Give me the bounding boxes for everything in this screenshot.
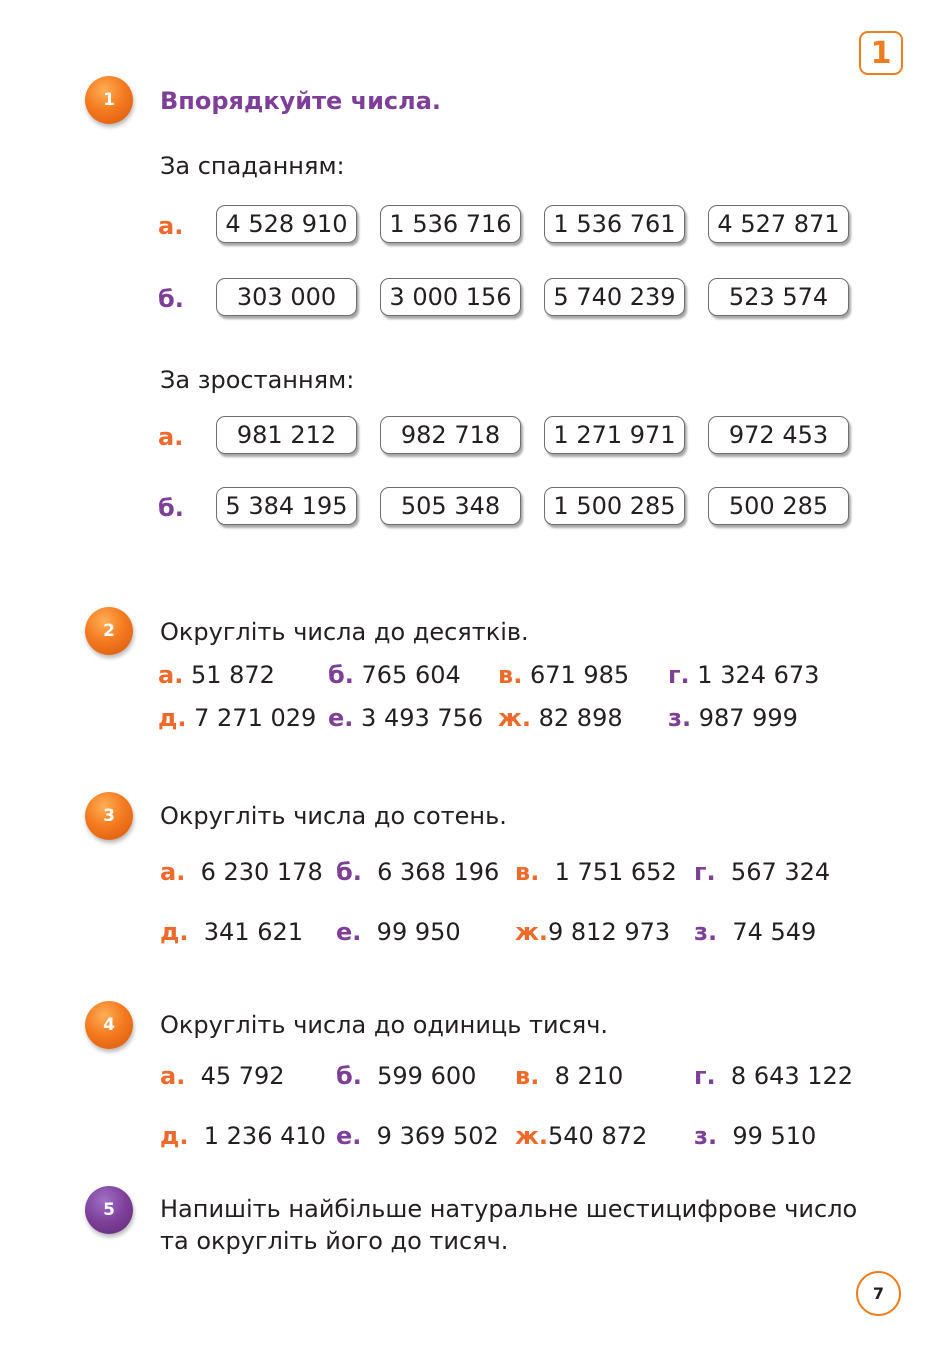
task-title: Впорядкуйте числа. [160, 87, 442, 115]
number-card: 5 384 195 [216, 487, 357, 525]
task-number-badge: 4 [85, 1001, 133, 1049]
row-marker: б. [158, 285, 184, 313]
exercise-item: з. 987 999 [668, 704, 798, 732]
row-marker: а. [158, 423, 184, 451]
exercise-item: д. 1 236 410 [160, 1122, 326, 1150]
exercise-item: а. 45 792 [160, 1062, 285, 1090]
exercise-item: з. 99 510 [694, 1122, 817, 1150]
number-card: 5 740 239 [544, 278, 685, 316]
exercise-item: б. 765 604 [328, 661, 461, 689]
number-card: 1 536 761 [544, 205, 685, 243]
number-card: 981 212 [216, 416, 357, 454]
exercise-item: г. 8 643 122 [694, 1062, 854, 1090]
exercise-item: е. 9 369 502 [336, 1122, 499, 1150]
task-title: Округліть числа до десятків. [160, 618, 529, 646]
exercise-item: д. 341 621 [160, 918, 304, 946]
ascending-heading: За зростанням: [160, 366, 355, 394]
number-card: 972 453 [708, 416, 849, 454]
exercise-item: в. 8 210 [515, 1062, 624, 1090]
task-number-badge: 3 [85, 792, 133, 840]
exercise-item: а. 6 230 178 [160, 858, 323, 886]
exercise-item: б. 6 368 196 [336, 858, 500, 886]
task-number-badge: 5 [85, 1186, 133, 1234]
number-card: 4 527 871 [708, 205, 849, 243]
number-card: 1 536 716 [380, 205, 521, 243]
task-title: Округліть числа до одиниць тисяч. [160, 1011, 609, 1039]
exercise-item: ж. 82 898 [498, 704, 623, 732]
task-number-badge: 1 [85, 76, 133, 124]
exercise-item: ж.9 812 973 [515, 918, 671, 946]
exercise-item: ж.540 872 [515, 1122, 648, 1150]
exercise-item: в. 671 985 [498, 661, 630, 689]
number-card: 3 000 156 [380, 278, 521, 316]
exercise-item: д. 7 271 029 [158, 704, 317, 732]
task-title: Округліть числа до сотень. [160, 802, 507, 830]
number-card: 1 500 285 [544, 487, 685, 525]
descending-heading: За спаданням: [160, 152, 345, 180]
task-text-line: Напишіть найбільше натуральне шестицифрове число [160, 1195, 858, 1223]
task-number-badge: 2 [85, 607, 133, 655]
row-marker: б. [158, 494, 184, 522]
number-card: 523 574 [708, 278, 849, 316]
number-card: 303 000 [216, 278, 357, 316]
page-number: 7 [856, 1271, 901, 1316]
chapter-badge: 1 [859, 31, 903, 75]
exercise-item: е. 3 493 756 [328, 704, 484, 732]
row-marker: а. [158, 212, 184, 240]
exercise-item: г. 567 324 [694, 858, 831, 886]
exercise-item: а. 51 872 [158, 661, 275, 689]
number-card: 982 718 [380, 416, 521, 454]
number-card: 1 271 971 [544, 416, 685, 454]
number-card: 505 348 [380, 487, 521, 525]
exercise-item: в. 1 751 652 [515, 858, 677, 886]
number-card: 500 285 [708, 487, 849, 525]
exercise-item: е. 99 950 [336, 918, 461, 946]
number-card: 4 528 910 [216, 205, 357, 243]
exercise-item: з. 74 549 [694, 918, 817, 946]
task-text [160, 1193, 857, 1257]
exercise-item: г. 1 324 673 [668, 661, 820, 689]
task-text-line: та округліть його до тисяч. [160, 1227, 509, 1255]
exercise-item: б. 599 600 [336, 1062, 477, 1090]
